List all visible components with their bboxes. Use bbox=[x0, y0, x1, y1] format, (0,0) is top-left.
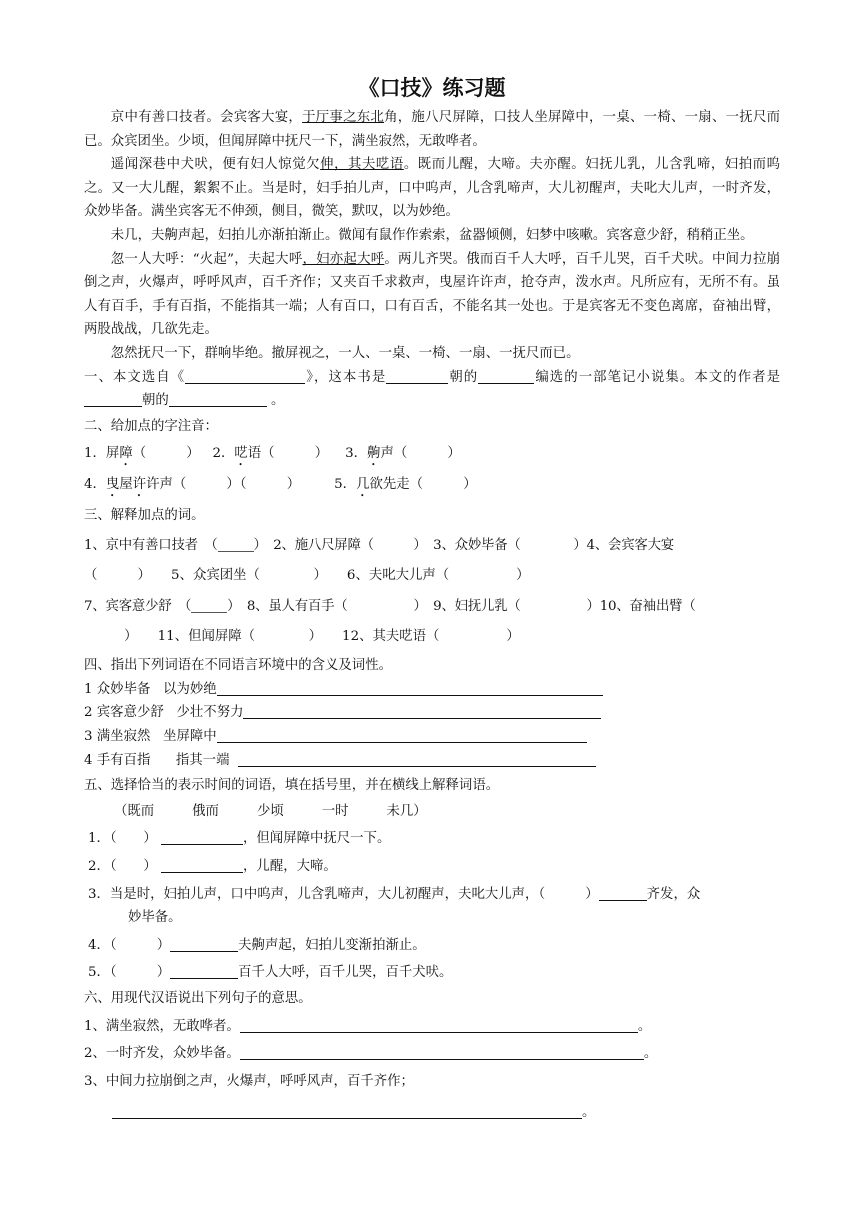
item-number: 2 bbox=[84, 705, 93, 721]
q4-word-b: 少壮不努力 bbox=[176, 705, 244, 721]
q5-text: 3．当是时，妇拍儿声，口中呜声，儿含乳啼声，大儿初醒声，夫叱大儿声，（ ） bbox=[88, 886, 599, 902]
q6-text: 1、满坐寂然，无敢哗者。 bbox=[84, 1018, 240, 1034]
passage-paragraph-2 bbox=[84, 153, 780, 224]
blank-answer[interactable] bbox=[240, 1017, 638, 1033]
question-4-items bbox=[84, 678, 780, 772]
question-3-row-3 bbox=[84, 595, 780, 619]
q6-text: 。 bbox=[637, 1018, 652, 1034]
underlined-phrase: ，妇亦起大呼 bbox=[302, 251, 385, 267]
pinyin-word: 齁声 bbox=[367, 446, 394, 462]
option-word: 一时 bbox=[321, 803, 349, 819]
answer-paren[interactable]: （ ） bbox=[172, 477, 240, 493]
q3-text: ） 2、施八尺屏障（ ） 3、众妙毕备（ ）4、会宾客大宴 bbox=[253, 537, 674, 553]
q5-item bbox=[84, 827, 780, 851]
answer-paren[interactable]: （ ） bbox=[409, 477, 477, 493]
option-word: （既而 bbox=[114, 803, 155, 819]
dotted-char: 呓 bbox=[234, 446, 248, 462]
blank-author[interactable] bbox=[169, 391, 267, 407]
item-number: 5． bbox=[334, 477, 357, 493]
item-number: 1 bbox=[84, 681, 93, 697]
blank-answer[interactable] bbox=[238, 751, 596, 767]
q3-text: 7、宾客意少舒 （ bbox=[84, 599, 192, 615]
pinyin-word: 曳屋许许声 bbox=[105, 477, 173, 493]
blank-answer[interactable] bbox=[243, 703, 601, 719]
passage-text: 。既而儿醒，大啼。夫亦醒。妇抚儿乳，儿含乳啼，妇拍而呜之。又一大儿醒，絮絮不止。当是时，妇手拍儿声，口中呜声，儿含乳啼声，大儿初醒声，夫叱大儿声，一时齐发，众妙毕备。满坐宾客无不伸颈，侧目，微笑，默叹，以为妙绝。 bbox=[84, 157, 781, 220]
answer-paren[interactable]: （ ） bbox=[239, 477, 301, 493]
blank-answer[interactable] bbox=[599, 885, 647, 901]
dotted-char: 齁 bbox=[367, 446, 381, 462]
question-3-row-4: ） 11、但闻屏障（ ） 12、其夫呓语（ ） bbox=[84, 628, 520, 644]
question-2-row-2 bbox=[84, 473, 780, 500]
q5-text: 夫齁声起，妇拍儿变渐拍渐止。 bbox=[238, 937, 426, 953]
passage-text: 京中有善口技者。会宾客大宴， bbox=[110, 110, 303, 125]
passage-paragraph-3: 未几，夫齁声起，妇拍儿亦渐拍渐止。微闻有鼠作作索索，盆器倾侧，妇梦中咳嗽。宾客意少舒，稍稍正坐。 bbox=[110, 227, 754, 243]
blank-answer[interactable] bbox=[161, 829, 243, 845]
q5-text: 5．（ ） bbox=[88, 965, 171, 981]
q6-answer-line bbox=[84, 1101, 780, 1125]
blank-answer[interactable] bbox=[218, 536, 254, 552]
q6-item bbox=[84, 1042, 780, 1066]
q1-text: 一、本文选自《 bbox=[84, 369, 186, 385]
option-word: 俄而 bbox=[192, 803, 219, 819]
blank-answer[interactable] bbox=[191, 597, 227, 613]
blank-answer[interactable] bbox=[170, 936, 238, 952]
question-3-row-2: （ ） 5、众宾团坐（ ） 6、夫叱大儿声（ ） bbox=[84, 567, 530, 583]
passage-paragraph-1 bbox=[84, 106, 780, 153]
blank-answer[interactable] bbox=[240, 1044, 644, 1060]
blank-answer[interactable] bbox=[170, 963, 238, 979]
q1-text: 朝的 bbox=[448, 369, 479, 385]
option-word: 未几） bbox=[386, 803, 427, 819]
passage-paragraph-4 bbox=[84, 248, 780, 342]
q5-item bbox=[84, 883, 780, 907]
q6-text: 。 bbox=[643, 1046, 658, 1062]
q4-word-a: 宾客意少舒 bbox=[96, 705, 164, 721]
q4-item bbox=[84, 725, 780, 749]
q5-text: ，儿醒，大啼。 bbox=[243, 859, 337, 875]
q6-text: 2、一时齐发，众妙毕备。 bbox=[84, 1046, 240, 1062]
passage-text: 遥闻深巷中犬吠，便有妇人惊觉欠 bbox=[110, 157, 321, 173]
q4-item bbox=[84, 678, 780, 702]
item-number: 1． bbox=[84, 446, 106, 462]
q4-word-b: 指其一端 bbox=[175, 752, 230, 768]
q4-word-b: 坐屏障中 bbox=[163, 729, 217, 745]
q4-word-a: 满坐寂然 bbox=[96, 729, 151, 745]
item-number: 3． bbox=[345, 446, 368, 462]
item-number: 2． bbox=[212, 446, 235, 462]
answer-paren[interactable]: （ ） bbox=[132, 446, 200, 462]
pinyin-word: 呓语 bbox=[234, 446, 262, 462]
q4-item bbox=[84, 701, 780, 725]
q4-word-a: 手有百指 bbox=[96, 752, 151, 768]
q4-item bbox=[84, 749, 780, 773]
q5-text: 4．（ ） bbox=[88, 937, 171, 953]
blank-answer[interactable] bbox=[217, 680, 603, 696]
underlined-phrase: 伸，其夫呓语 bbox=[320, 157, 404, 173]
blank-answer[interactable] bbox=[112, 1103, 582, 1119]
q5-text: ，但闻屏障中抚尺一下。 bbox=[243, 831, 391, 847]
dotted-char: 许 bbox=[132, 477, 147, 493]
blank-editor[interactable] bbox=[478, 368, 534, 384]
item-number: 4． bbox=[84, 477, 106, 493]
q5-item bbox=[84, 934, 780, 958]
passage-paragraph-5: 忽然抚尺一下，群响毕绝。撤屏视之，一人、一桌、一椅、一扇、一抚尺而已。 bbox=[110, 345, 580, 361]
question-6-heading: 六、用现代汉语说出下列句子的意思。 bbox=[84, 991, 312, 1006]
question-5-heading: 五、选择恰当的表示时间的词语，填在括号里，并在横线上解释词语。 bbox=[84, 778, 500, 794]
q1-text: 编选的一部笔记小说集。本文的作者是 bbox=[534, 369, 780, 385]
question-2-heading: 二、给加点的字注音： bbox=[84, 418, 218, 434]
question-4-heading: 四、指出下列词语在不同语言环境中的含义及词性。 bbox=[84, 658, 392, 674]
option-word: 少顷 bbox=[256, 803, 284, 819]
question-1 bbox=[84, 366, 780, 413]
q6-text: 3、中间力拉崩倒之声，火爆声，呼呼风声，百千齐作； bbox=[84, 1073, 414, 1089]
q3-text: ） 8、虽人有百手（ ） 9、妇抚儿乳（ ）10、奋袖出臂（ bbox=[227, 599, 696, 615]
item-number: 3 bbox=[84, 729, 93, 745]
q5-text: 百千人大呼，百千儿哭，百千犬吠。 bbox=[238, 965, 453, 981]
q1-text: 朝的 bbox=[142, 393, 169, 409]
q4-word-a: 众妙毕备 bbox=[96, 681, 151, 697]
passage-text: 。两儿齐哭。俄而百千人大呼，百千儿哭，百千犬吠。中间力拉崩倒之声，火爆声，呼呼风声，百千齐作；又夹百千求救声，曳屋许许声，抢夺声，泼水声。凡所应有，无所不有。虽人有百手，手有百指，不能指其一端；人有百口，口有百舌，不能名其一处也。于是宾客无不变色离席，奋袖出臂，两股战战，几欲先走。 bbox=[84, 251, 780, 338]
blank-dynasty[interactable] bbox=[386, 368, 448, 384]
answer-paren[interactable]: （ ） bbox=[393, 446, 461, 462]
underlined-phrase: 于厅事之东北 bbox=[302, 110, 385, 125]
passage-text: 角，施八尺屏障，口技人坐屏障中，一桌、一椅、一扇、一抚尺而已。众宾团坐。少顷，但闻屏障中抚尺一下，满坐寂然，无敢哗者。 bbox=[84, 110, 781, 149]
q6-item bbox=[84, 1070, 780, 1094]
q5-item bbox=[84, 961, 780, 985]
q5-item bbox=[84, 855, 780, 879]
pinyin-word: 屏障 bbox=[105, 446, 133, 462]
q5-text: 2．（ ） bbox=[88, 859, 157, 875]
worksheet-page bbox=[84, 72, 780, 1125]
q6-item bbox=[84, 1015, 780, 1039]
question-3-heading: 三、解释加点的词。 bbox=[84, 508, 205, 524]
q5-options bbox=[84, 800, 780, 824]
dotted-char: 曳 bbox=[105, 477, 120, 493]
pinyin-word: 几欲先走 bbox=[356, 477, 410, 493]
question-2-row-1 bbox=[84, 442, 780, 469]
blank-book-title[interactable] bbox=[185, 368, 305, 384]
passage-text: 忽一人大呼：“火起”，夫起大呼 bbox=[110, 251, 303, 267]
answer-paren[interactable]: （ ） bbox=[261, 446, 329, 462]
blank-author-dynasty[interactable] bbox=[84, 391, 142, 407]
item-number: 4 bbox=[84, 752, 93, 768]
q1-text: 。 bbox=[271, 393, 285, 409]
q6-text: 。 bbox=[582, 1105, 596, 1121]
blank-answer[interactable] bbox=[161, 857, 243, 873]
q5-text: 齐发，众 bbox=[646, 886, 701, 902]
q1-text: 》，这本书是 bbox=[305, 369, 387, 385]
q5-text: 1．（ ） bbox=[88, 831, 157, 847]
page-title: 《口技》练习题 bbox=[358, 76, 506, 100]
dotted-char: 障 bbox=[119, 446, 133, 462]
question-3-row-1 bbox=[84, 534, 780, 558]
dotted-char: 几 bbox=[356, 477, 370, 493]
q5-item-continued: 妙毕备。 bbox=[128, 910, 182, 926]
q3-text: 1、京中有善口技者 （ bbox=[84, 537, 218, 553]
blank-answer[interactable] bbox=[217, 727, 587, 743]
q4-word-b: 以为妙绝 bbox=[163, 681, 217, 697]
